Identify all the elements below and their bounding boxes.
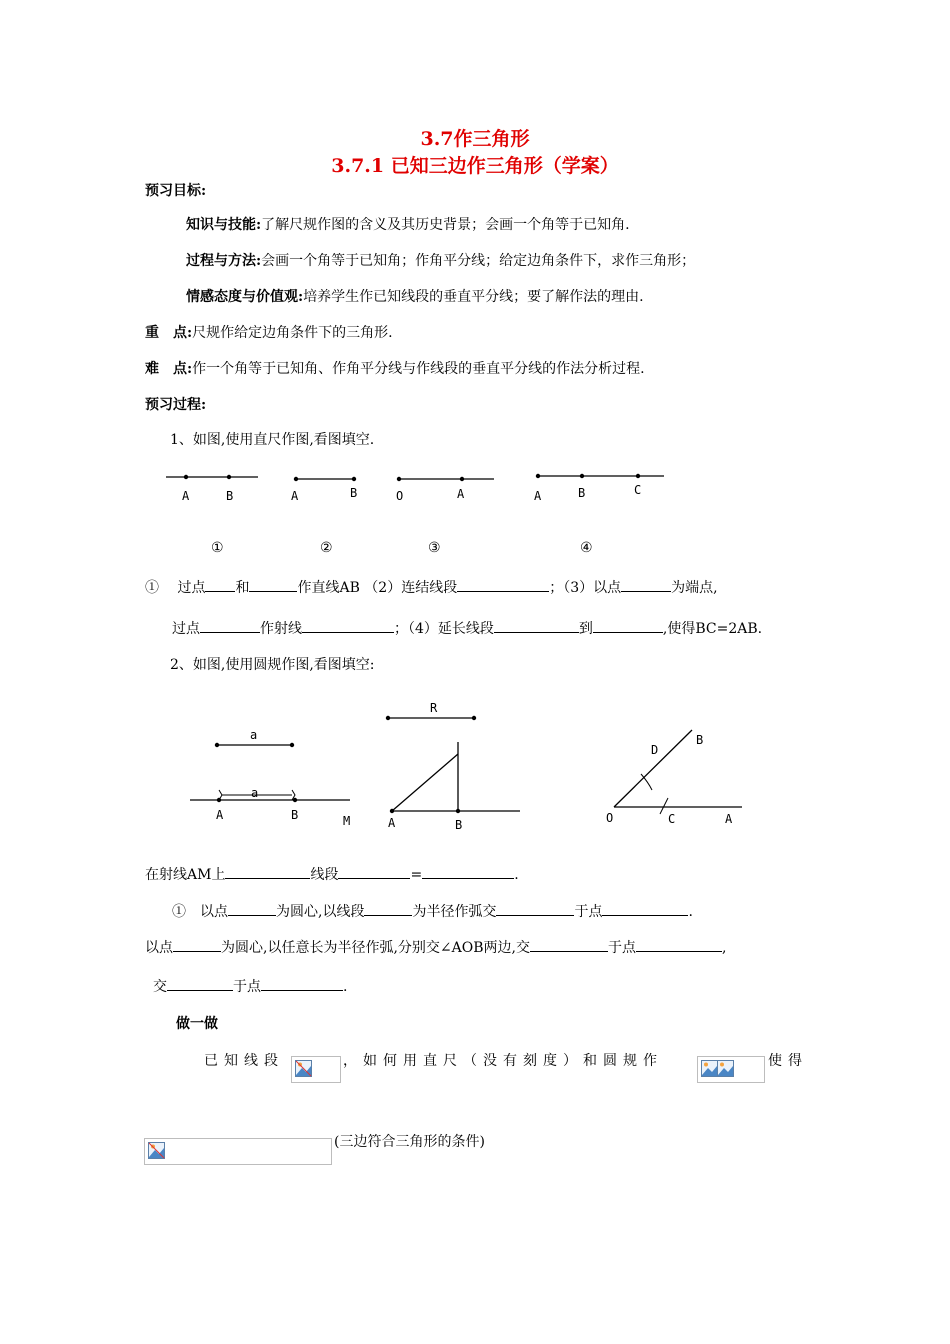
- blank[interactable]: [364, 901, 412, 916]
- label-a: A: [291, 489, 299, 503]
- goals-heading: 预习目标:: [145, 183, 207, 199]
- goal-text: 会画一个角等于已知角；作角平分线；给定边角条件下，求作三角形；: [261, 253, 696, 269]
- point-a: [184, 475, 188, 479]
- point: [472, 716, 476, 720]
- blank[interactable]: [261, 976, 343, 991]
- q2-fill-line-2: [172, 901, 693, 921]
- label-a: A: [534, 489, 542, 503]
- circle-3: ③: [428, 540, 441, 556]
- process-heading: 预习过程:: [145, 397, 207, 413]
- point-c: [636, 474, 640, 478]
- label-b: B: [696, 733, 704, 747]
- blank[interactable]: [530, 937, 608, 952]
- blank[interactable]: [338, 864, 410, 879]
- text-part: ；（4）延长线段: [394, 621, 494, 637]
- q1-fill-line-2: [172, 618, 762, 638]
- do-it-text-1: 已知线段: [204, 1053, 284, 1069]
- text-part: 作直线AB （2）连结线段: [297, 580, 458, 596]
- key-point-text: 尺规作给定边角条件下的三角形.: [192, 325, 393, 341]
- text-part: 作射线: [260, 621, 302, 637]
- goal-text: 了解尺规作图的含义及其历史背景；会画一个角等于已知角.: [261, 217, 630, 233]
- label-c: C: [668, 812, 676, 826]
- circle-2: ②: [320, 540, 333, 556]
- text-part: 为半径作弧交: [412, 904, 497, 920]
- page-subtitle: 3.7.1 已知三边作三角形（学案）: [331, 155, 619, 177]
- text-part: 为圆心,以线段: [276, 904, 365, 920]
- point-b: [456, 809, 460, 813]
- blank[interactable]: [422, 864, 514, 879]
- label-a: A: [725, 812, 733, 826]
- blank[interactable]: [593, 618, 663, 633]
- blank[interactable]: [249, 577, 297, 592]
- label-B: B: [291, 808, 299, 822]
- goal-attitude: [186, 286, 644, 306]
- goal-label: 情感态度与价值观:: [186, 289, 304, 305]
- text-part: 在射线AM上: [145, 867, 226, 883]
- difficulty-text: 作一个角等于已知角、作角平分线与作线段的垂直平分线的作法分析过程.: [192, 361, 645, 377]
- text-part: 线段: [310, 867, 339, 883]
- label-a: A: [457, 487, 465, 501]
- key-point: [145, 322, 393, 342]
- image-placeholder: [697, 1056, 765, 1083]
- text-part: 为圆心,以任意长为半径作弧,分别交∠AOB两边,交: [221, 940, 530, 956]
- q2-intro: 2、如图,使用圆规作图,看图填空:: [170, 657, 375, 673]
- point-o: [397, 477, 401, 481]
- do-it-text-2: ，如何用直尺（没有刻度）和圆规作: [343, 1053, 663, 1069]
- point: [290, 743, 294, 747]
- broken-image-icon: [701, 1060, 739, 1078]
- text-part: 以点: [145, 940, 173, 956]
- do-it-heading: 做一做: [176, 1016, 218, 1032]
- text-part: 于点: [233, 979, 261, 995]
- label-M: M: [343, 814, 351, 828]
- text-part: 于点: [607, 940, 636, 956]
- do-it-text-4: (三边符合三角形的条件): [334, 1134, 485, 1150]
- point-b: [227, 475, 231, 479]
- text-part: 为端点,: [671, 580, 718, 596]
- blank[interactable]: [621, 577, 671, 592]
- text-part: ,: [721, 940, 727, 956]
- broken-image-icon: [148, 1142, 166, 1160]
- point-b: [352, 477, 356, 481]
- key-point-label: 重 点:: [145, 325, 193, 341]
- text-part: ,使得BC=2AB.: [662, 621, 763, 637]
- text-part: =: [410, 867, 423, 883]
- label-o: O: [396, 489, 404, 503]
- label-r: R: [430, 701, 438, 715]
- blank[interactable]: [457, 577, 549, 592]
- point: [386, 716, 390, 720]
- point-a: [390, 809, 394, 813]
- label-a: A: [388, 816, 396, 830]
- difficulty-label: 难 点:: [145, 361, 193, 377]
- point-b: [580, 474, 584, 478]
- label-d: D: [651, 743, 659, 757]
- label-c: C: [634, 483, 642, 497]
- goal-text: 培养学生作已知线段的垂直平分线；要了解作法的理由.: [303, 289, 644, 305]
- ray-ob: [614, 730, 692, 807]
- blank[interactable]: [167, 976, 233, 991]
- label-b: B: [455, 818, 463, 832]
- label-b: B: [578, 486, 586, 500]
- arc-d: [641, 774, 652, 790]
- text-part: 和: [235, 580, 250, 596]
- text-part: 交: [153, 979, 167, 995]
- goal-knowledge: [186, 214, 630, 234]
- label-A: A: [216, 808, 224, 822]
- label-a: a: [250, 728, 258, 742]
- text-part: .: [514, 867, 519, 883]
- text-part: .: [343, 979, 348, 995]
- goal-process: [186, 250, 695, 270]
- point-a: [294, 477, 298, 481]
- text-part: 于点: [574, 904, 603, 920]
- difficulty: [145, 358, 645, 378]
- do-it-text-3: 使得: [768, 1053, 808, 1069]
- text-part: ；（3）以点: [549, 580, 622, 596]
- circle-1: ①: [211, 540, 224, 556]
- label-b: B: [350, 486, 358, 500]
- point: [215, 743, 219, 747]
- blank[interactable]: [173, 937, 221, 952]
- label-a: a: [251, 786, 259, 800]
- label-a: A: [182, 489, 190, 503]
- point-a: [460, 477, 464, 481]
- blank[interactable]: [302, 618, 394, 633]
- blank[interactable]: [494, 618, 579, 633]
- label-o: O: [606, 811, 614, 825]
- q1-figures: [0, 460, 950, 540]
- image-placeholder: [144, 1138, 332, 1165]
- text-part: .: [688, 904, 693, 920]
- q2-fill-line-3: [145, 937, 726, 957]
- label-b: B: [226, 489, 234, 503]
- point-a: [536, 474, 540, 478]
- goal-label: 知识与技能:: [186, 217, 262, 233]
- hypotenuse: [392, 754, 458, 811]
- blank[interactable]: [602, 901, 688, 916]
- broken-image-icon: [295, 1060, 313, 1078]
- q2-fill-line-4: [153, 976, 347, 996]
- blank[interactable]: [200, 618, 260, 633]
- q2-fill-line-1: [145, 864, 519, 884]
- blank[interactable]: [496, 901, 574, 916]
- text-part: 到: [578, 621, 593, 637]
- text-part: ① 过点: [145, 580, 206, 596]
- blank[interactable]: [205, 577, 235, 592]
- text-part: 过点: [172, 621, 200, 637]
- text-part: ① 以点: [172, 904, 228, 920]
- q2-figures: [0, 690, 950, 840]
- circle-4: ④: [580, 540, 593, 556]
- blank[interactable]: [636, 937, 722, 952]
- arc-c: [660, 798, 668, 814]
- goal-label: 过程与方法:: [186, 253, 262, 269]
- image-placeholder: [291, 1056, 341, 1083]
- q1-fill-line-1: [145, 577, 718, 597]
- page-title: 3.7作三角形: [420, 128, 530, 150]
- q1-intro: 1、如图,使用直尺作图,看图填空.: [170, 432, 375, 448]
- blank[interactable]: [228, 901, 276, 916]
- blank[interactable]: [225, 864, 310, 879]
